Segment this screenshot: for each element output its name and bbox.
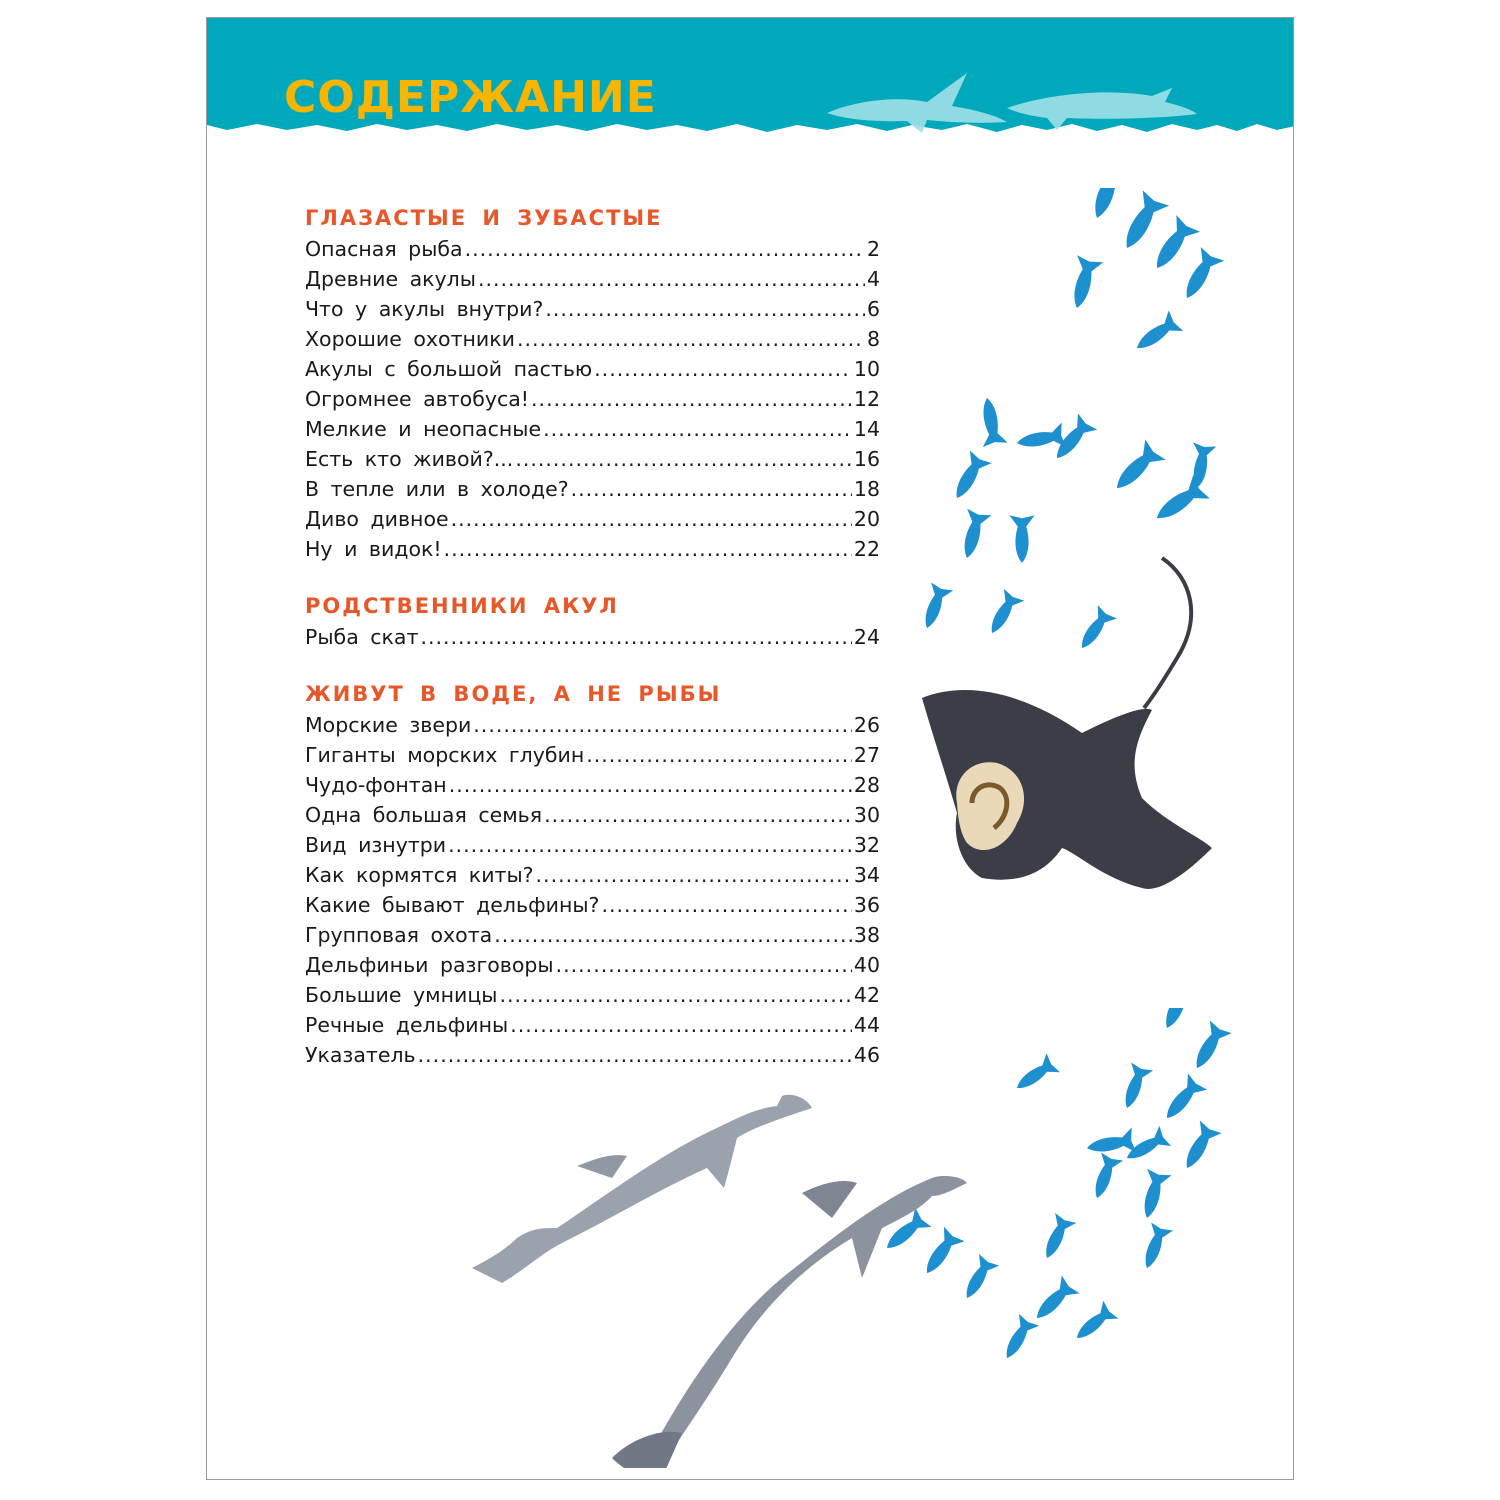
entry-label: Большие умницы	[305, 983, 498, 1007]
toc-entry	[305, 534, 880, 564]
entry-label: Групповая охота	[305, 923, 493, 947]
entry-label: Акулы с большой пастью	[305, 357, 593, 381]
entry-label: Одна большая семья	[305, 803, 543, 827]
toc-entry	[305, 474, 880, 504]
toc-entry	[305, 950, 880, 980]
toc-section	[305, 202, 880, 564]
entry-label: Мелкие и неопасные	[305, 417, 542, 441]
dot-leader	[449, 770, 852, 800]
section-title: РОДСТВЕННИКИ АКУЛ	[305, 594, 619, 618]
entry-page-number: 46	[853, 1043, 880, 1067]
toc-entry	[305, 770, 880, 800]
entry-page-number: 12	[853, 387, 880, 411]
entry-label: Диво дивное	[305, 507, 449, 531]
header-banner	[207, 18, 1293, 143]
entry-label: В тепле или в холоде?	[305, 477, 569, 501]
entry-page-number: 16	[853, 447, 880, 471]
entry-page-number: 44	[853, 1013, 880, 1037]
section-title: ЖИВУТ В ВОДЕ, А НЕ РЫБЫ	[305, 682, 722, 706]
dot-leader	[510, 1010, 852, 1040]
entry-page-number: 14	[853, 417, 880, 441]
toc-entry	[305, 740, 880, 770]
entry-label: Рыба скат	[305, 625, 419, 649]
toc-entry	[305, 384, 880, 414]
entry-label: Вид изнутри	[305, 833, 447, 857]
table-of-contents	[305, 202, 880, 1096]
dot-leader	[465, 234, 865, 264]
entry-label: Что у акулы внутри?	[305, 297, 544, 321]
dot-leader	[473, 710, 852, 740]
toc-entry	[305, 234, 880, 264]
manta-ray-icon	[912, 548, 1242, 908]
dot-leader	[451, 504, 852, 534]
page-title: СОДЕРЖАНИЕ	[284, 72, 657, 123]
entry-page-number: 30	[853, 803, 880, 827]
dolphins-icon	[462, 1078, 972, 1468]
toc-entry	[305, 1040, 880, 1070]
entry-page-number: 20	[853, 507, 880, 531]
toc-section	[305, 590, 880, 652]
dot-leader	[517, 324, 865, 354]
entry-label: Ну и видок!	[305, 537, 442, 561]
entry-page-number: 10	[853, 357, 880, 381]
toc-page	[206, 17, 1294, 1480]
toc-entry	[305, 264, 880, 294]
entry-page-number: 2	[866, 237, 880, 261]
dot-leader	[448, 830, 852, 860]
dot-leader	[531, 384, 852, 414]
entry-label: Морские звери	[305, 713, 472, 737]
entry-page-number: 40	[853, 953, 880, 977]
dot-leader	[556, 950, 852, 980]
dot-leader	[444, 534, 852, 564]
toc-entry	[305, 354, 880, 384]
entry-page-number: 34	[853, 863, 880, 887]
toc-entry	[305, 890, 880, 920]
toc-entry	[305, 414, 880, 444]
entry-label: Огромнее автобуса!	[305, 387, 530, 411]
entry-label: Как кормятся киты?	[305, 863, 534, 887]
toc-entry	[305, 920, 880, 950]
entry-page-number: 18	[853, 477, 880, 501]
entry-page-number: 42	[853, 983, 880, 1007]
entry-page-number: 38	[853, 923, 880, 947]
toc-entry	[305, 830, 880, 860]
entry-label: Есть кто живой?...	[305, 447, 514, 471]
entry-page-number: 36	[853, 893, 880, 917]
entry-page-number: 24	[853, 625, 880, 649]
entry-label: Хорошие охотники	[305, 327, 515, 351]
toc-entry	[305, 800, 880, 830]
entry-page-number: 32	[853, 833, 880, 857]
entry-label: Какие бывают дельфины?	[305, 893, 600, 917]
dot-leader	[586, 740, 852, 770]
toc-section	[305, 678, 880, 1070]
entry-label: Указатель	[305, 1043, 416, 1067]
toc-entry	[305, 1010, 880, 1040]
toc-entry	[305, 444, 880, 474]
entry-page-number: 6	[866, 297, 880, 321]
entry-label: Гиганты морских глубин	[305, 743, 585, 767]
dot-leader	[571, 474, 852, 504]
entry-page-number: 8	[866, 327, 880, 351]
entry-page-number: 27	[853, 743, 880, 767]
entry-label: Чудо-фонтан	[305, 773, 447, 797]
toc-entry	[305, 294, 880, 324]
entry-label: Речные дельфины	[305, 1013, 509, 1037]
toc-entry	[305, 324, 880, 354]
toc-entry	[305, 860, 880, 890]
entry-label: Опасная рыба	[305, 237, 463, 261]
dot-leader	[544, 800, 852, 830]
dot-leader	[494, 920, 852, 950]
dot-leader	[420, 622, 851, 652]
dot-leader	[499, 980, 851, 1010]
toc-entry	[305, 622, 880, 652]
entry-page-number: 22	[853, 537, 880, 561]
dot-leader	[594, 354, 852, 384]
entry-page-number: 26	[853, 713, 880, 737]
entry-page-number: 28	[853, 773, 880, 797]
dot-leader	[536, 860, 852, 890]
entry-label: Дельфиньи разговоры	[305, 953, 554, 977]
toc-entry	[305, 710, 880, 740]
dot-leader	[601, 890, 851, 920]
dot-leader	[543, 414, 852, 444]
entry-page-number: 4	[866, 267, 880, 291]
toc-entry	[305, 980, 880, 1010]
dot-leader	[478, 264, 865, 294]
dot-leader	[515, 444, 852, 474]
toc-entry	[305, 504, 880, 534]
section-title: ГЛАЗАСТЫЕ И ЗУБАСТЫЕ	[305, 206, 663, 230]
entry-label: Древние акулы	[305, 267, 476, 291]
dot-leader	[418, 1040, 852, 1070]
dot-leader	[545, 294, 865, 324]
